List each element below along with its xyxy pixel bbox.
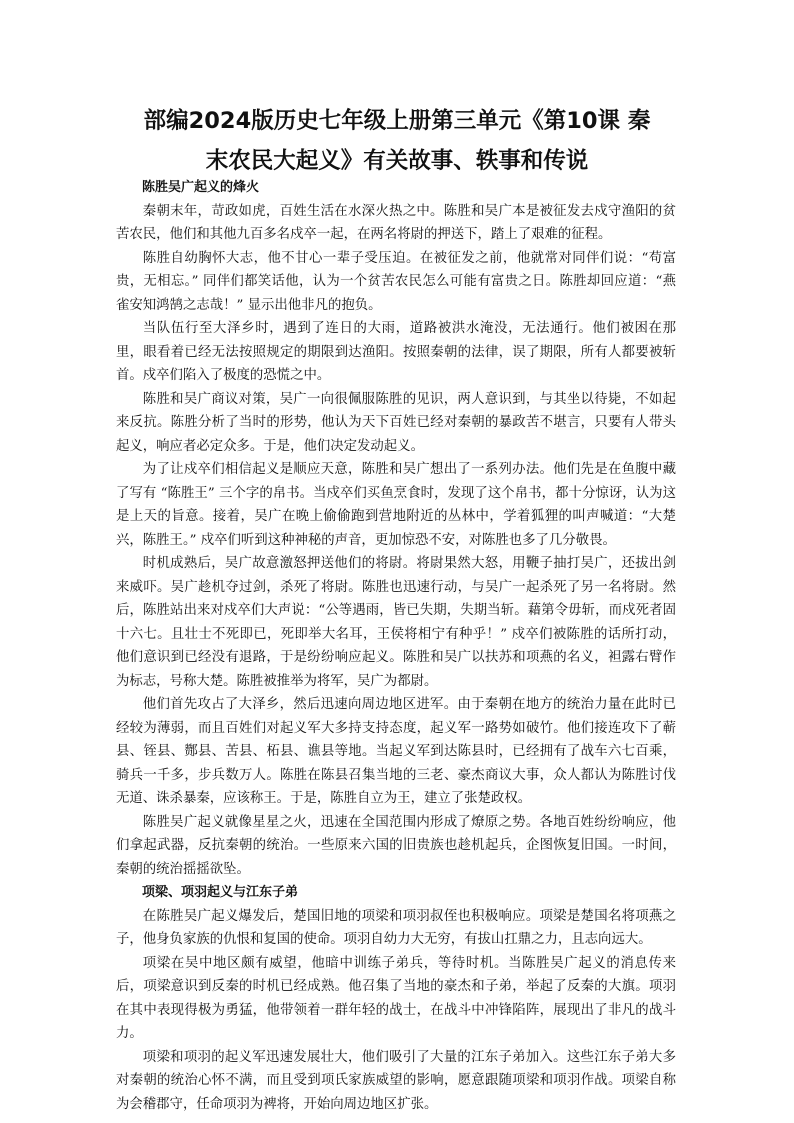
document-title-line-2: 末农民大起义》有关故事、轶事和传说: [205, 148, 589, 174]
paragraph: 陈胜自幼胸怀大志，他不甘心一辈子受压迫。在被征发之前，他就常对同伴们说：“苟富贵，无相忘。” 同伴们都笑话他，认为一个贫苦农民怎么可能有富贵之日。陈胜却回应道：“燕雀安知鸿鹄之志哉！” 显示出他非凡的抱负。: [116, 250, 676, 313]
paragraph: 陈胜吴广起义就像星星之火，迅速在全国范围内形成了燎原之势。各地百姓纷纷响应，他们拿起武器，反抗秦朝的统治。一些原来六国的旧贵族也趁机起兵，企图恢复旧国。一时间，秦朝的统治摇摇欲坠。: [116, 814, 676, 877]
document-title-line-1: 部编2024版历史七年级上册第三单元《第10课 秦: [143, 108, 651, 134]
paragraph: 当队伍行至大泽乡时，遇到了连日的大雨，道路被洪水淹没，无法通行。他们被困在那里，眼看着已经无法按照规定的期限到达渔阳。按照秦朝的法律，误了期限，所有人都要被斩首。戍卒们陷入了极度的恐慌之中。: [116, 321, 676, 383]
paragraph: 陈胜和吴广商议对策，吴广一向很佩服陈胜的见识，两人意识到，与其坐以待毙，不如起来反抗。陈胜分析了当时的形势，他认为天下百姓已经对秦朝的暴政苦不堪言，只要有人带头起义，响应者必定众多。于是，他们决定发动起义。: [116, 391, 676, 454]
paragraph: 项梁在吴中地区颇有威望，他暗中训练子弟兵，等待时机。当陈胜吴广起义的消息传来后，项梁意识到反秦的时机已经成熟。他召集了当地的豪杰和子弟，举起了反秦的大旗。项羽在其中表现得极为勇猛，他带领着一群年轻的战士，在战斗中冲锋陷阵，展现出了非凡的战斗力。: [116, 955, 676, 1041]
paragraph: 为了让戍卒们相信起义是顺应天意，陈胜和吴广想出了一系列办法。他们先是在鱼腹中藏了写有 “陈胜王” 三个字的帛书。当戍卒们买鱼烹食时，发现了这个帛书，都十分惊讶，认为这是上天的旨意。接着，吴广在晚上偷偷跑到营地附近的丛林中，学着狐狸的叫声喊道：“大楚兴，陈胜王。” 戍卒们听到这种神秘的声音，更加惊恐不安，对陈胜也多了几分敬畏。: [116, 462, 676, 548]
document-body: [116, 176, 676, 1116]
paragraph: 秦朝末年，苛政如虎，百姓生活在水深火热之中。陈胜和吴广本是被征发去戍守渔阳的贫苦农民，他们和其他九百多名戍卒一起，在两名将尉的押送下，踏上了艰难的征程。: [116, 203, 676, 242]
paragraph: 项梁和项羽的起义军迅速发展壮大，他们吸引了大量的江东子弟加入。这些江东子弟大多对秦朝的统治心怀不满，而且受到项氏家族威望的影响，愿意跟随项梁和项羽作战。项梁自称为会稽郡守，任命项羽为裨将，开始向周边地区扩张。: [116, 1049, 676, 1112]
paragraph: 他们首先攻占了大泽乡，然后迅速向周边地区进军。由于秦朝在地方的统治力量在此时已经较为薄弱，而且百姓们对起义军大多持支持态度，起义军一路势如破竹。他们接连攻下了蕲县、铚县、酂县、苦县、柘县、谯县等地。当起义军到达陈县时，已经拥有了战车六七百乘，骑兵一千多，步兵数万人。陈胜在陈县召集当地的三老、豪杰商议大事，众人都认为陈胜讨伐无道、诛杀暴秦，应该称王。于是，陈胜自立为王，建立了张楚政权。: [116, 697, 676, 806]
section-heading: 项梁、项羽起义与江东子弟: [142, 885, 299, 900]
paragraph: 时机成熟后，吴广故意激怒押送他们的将尉。将尉果然大怒，用鞭子抽打吴广，还拔出剑来威吓。吴广趁机夺过剑，杀死了将尉。陈胜也迅速行动，与吴广一起杀死了另一名将尉。然后，陈胜站出来对戍卒们大声说：“公等遇雨，皆已失期，失期当斩。藉第令毋斩，而戍死者固十六七。且壮士不死即已，死即举大名耳，王侯将相宁有种乎！” 戍卒们被陈胜的话所打动，他们意识到已经没有退路，于是纷纷响应起义。陈胜和吴广以扶苏和项燕的名义，袒露右臂作为标志，号称大楚。陈胜被推举为将军，吴广为都尉。: [116, 556, 676, 689]
section-heading: 陈胜吴广起义的烽火: [142, 180, 260, 195]
paragraph: 在陈胜吴广起义爆发后，楚国旧地的项梁和项羽叔侄也积极响应。项梁是楚国名将项燕之子，他身负家族的仇恨和复国的使命。项羽自幼力大无穷，有拔山扛鼎之力，且志向远大。: [116, 908, 676, 947]
